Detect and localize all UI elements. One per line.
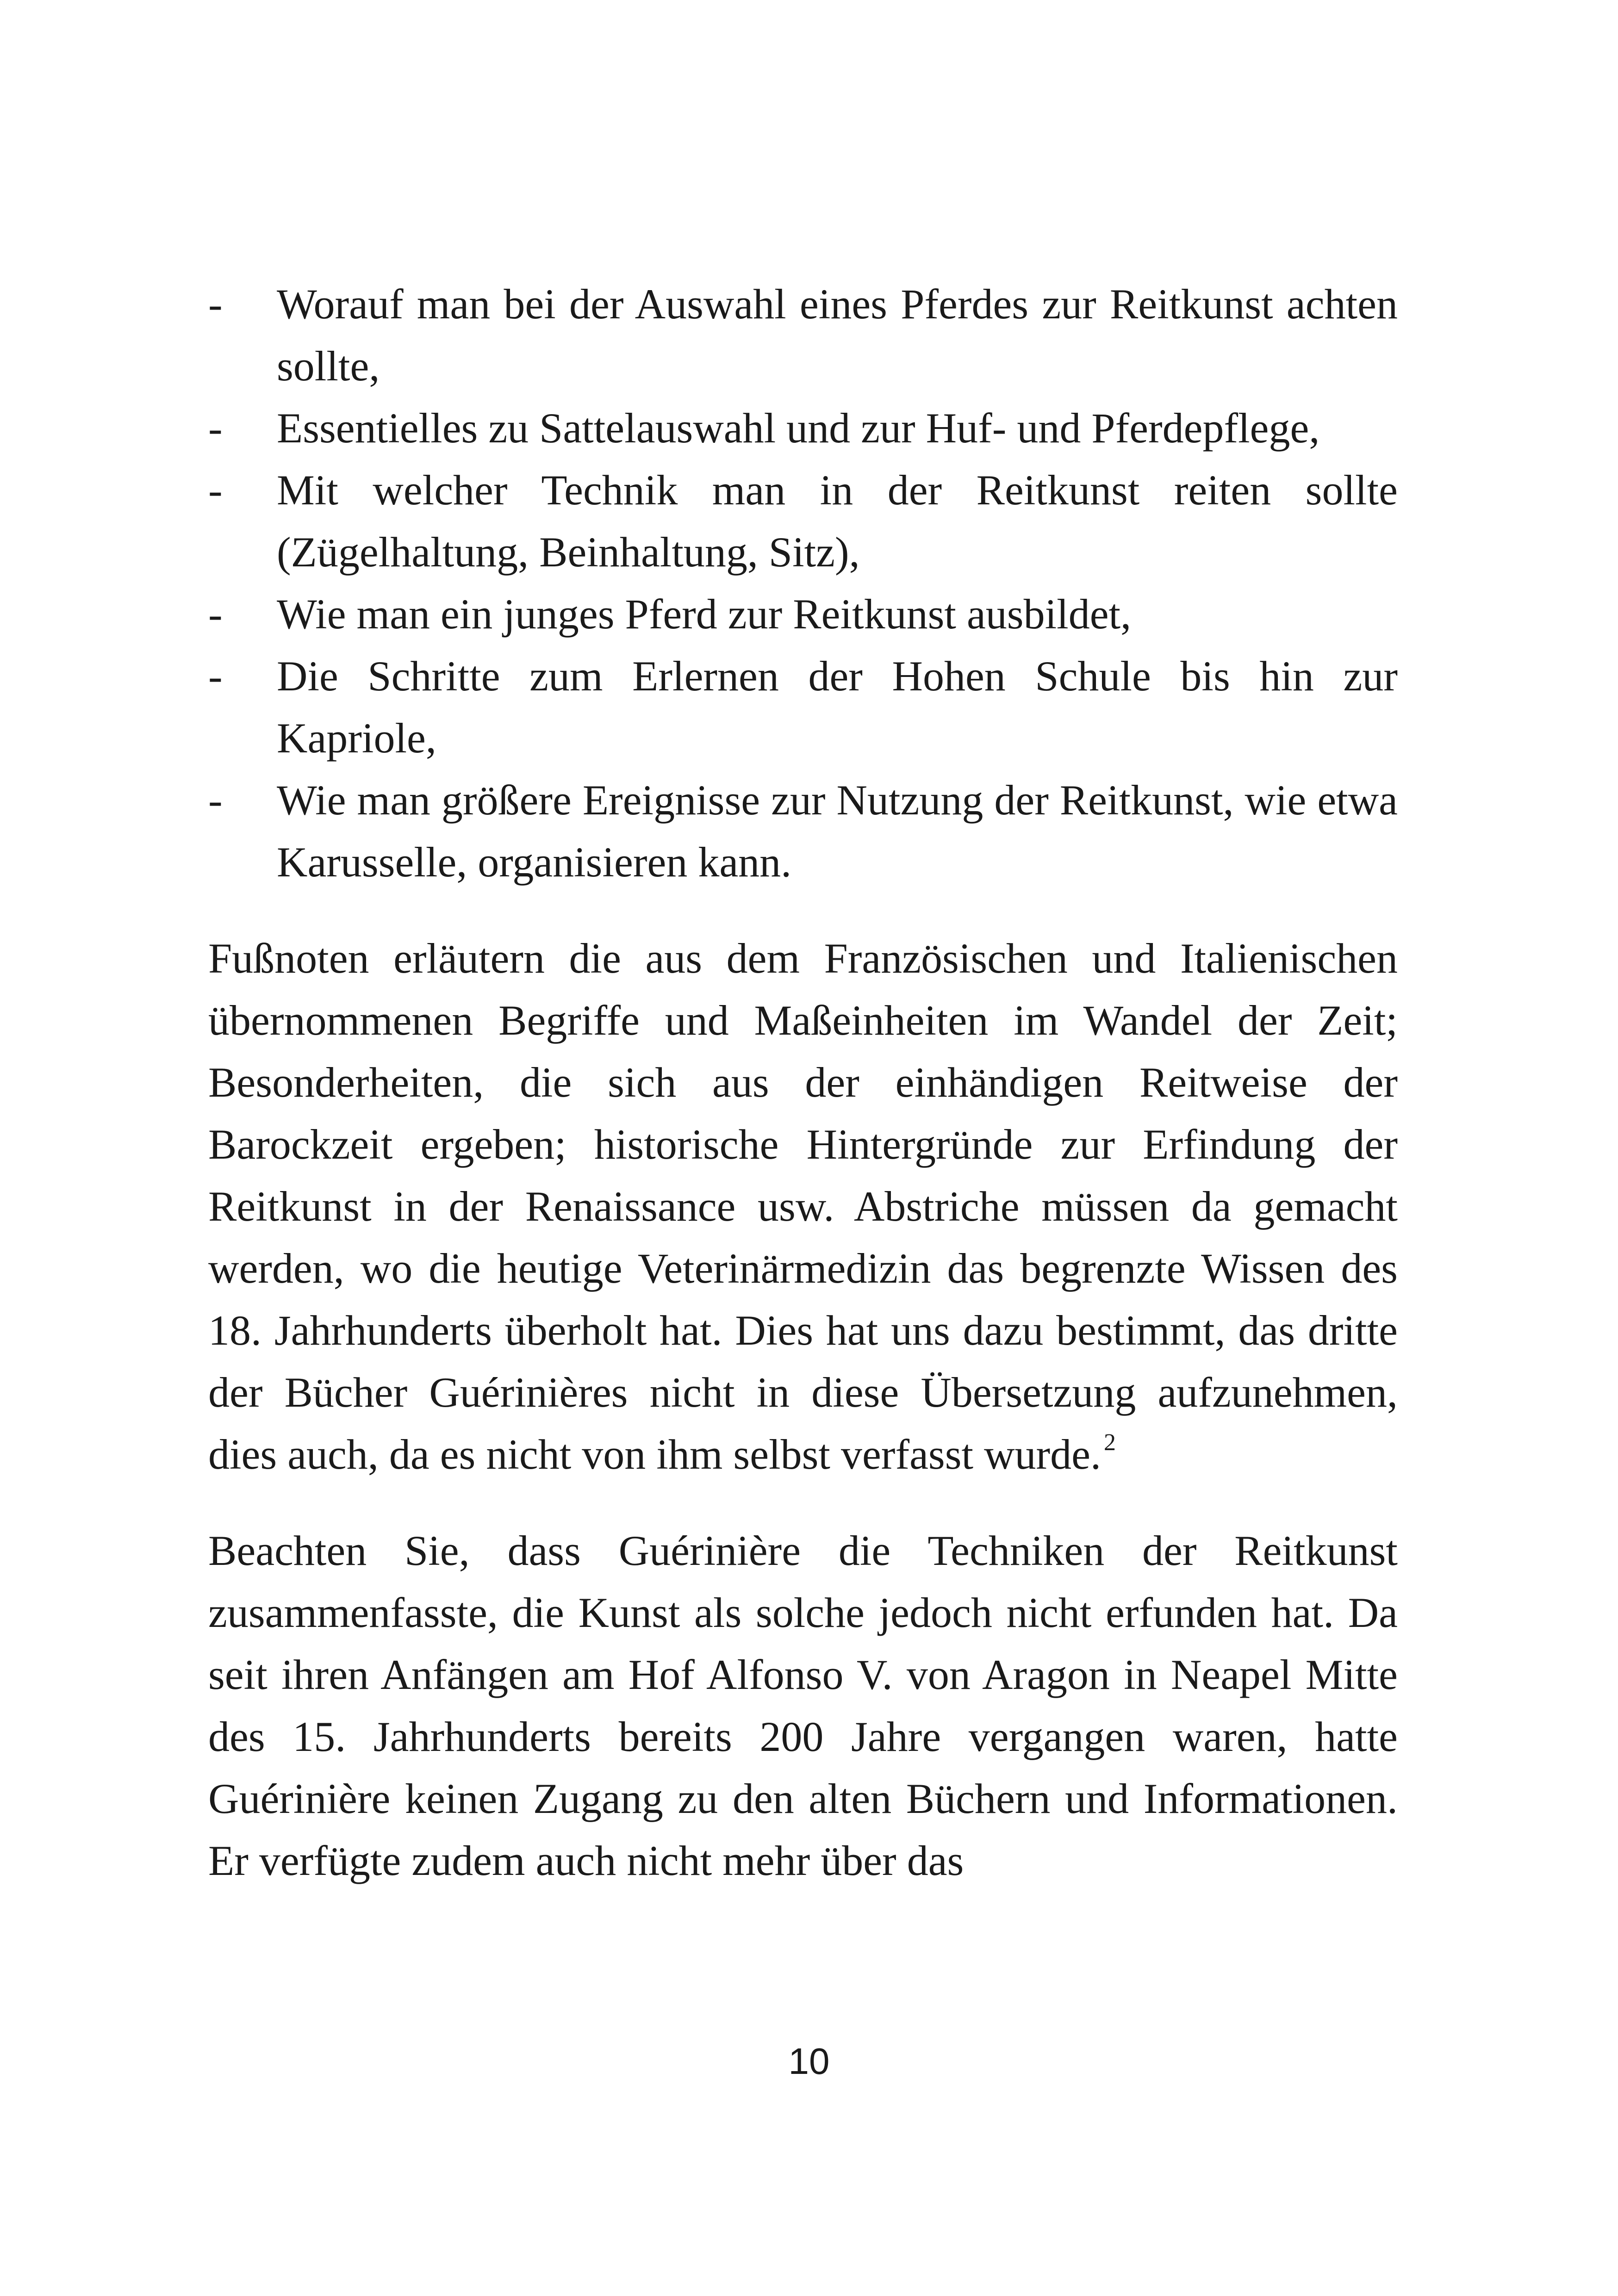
list-marker: - [208,404,223,452]
list-item [208,273,1398,397]
list-marker: - [208,652,223,700]
list-item-text: Wie man ein junges Pferd zur Reitkunst ausbildet, [277,590,1132,638]
page-number: 10 [788,2041,830,2082]
list-item [208,645,1398,769]
list-item-text: Die Schritte zum Erlernen der Hohen Schule bis hin zur Kapriole, [277,652,1398,762]
list-item-text: Wie man größere Ereignisse zur Nutzung der Reitkunst, wie etwa Karusselle, organisieren kann. [277,776,1398,886]
paragraph-text: Fußnoten erläutern die aus dem Französischen und Italienischen übernommenen Begriffe und Maßeinheiten im Wandel der Zeit; Besonderheiten, die sich aus der einhändigen Reitweise der Barockzeit ergeben; historische Hintergründe zur Erfindung der Reitkunst in der Renaissance usw. Abstriche müssen da gemacht werden, wo die heutige Veterinärmedizin das begrenzte Wissen des 18. Jahrhunderts überholt hat. Dies hat uns dazu bestimmt, das dritte der Bücher Guérinières nicht in diese Übersetzung aufzunehmen, dies auch, da es nicht von ihm selbst verfasst wurde. [208,935,1398,1478]
page-body [208,273,1398,1892]
list-item [208,769,1398,893]
list-marker: - [208,776,223,824]
list-item [208,459,1398,583]
bullet-list [208,273,1398,893]
list-item [208,397,1398,459]
list-marker: - [208,466,223,514]
paragraph-footnotes [208,927,1398,1485]
list-item [208,583,1398,645]
list-item-text: Mit welcher Technik man in der Reitkunst reiten sollte (Zügelhaltung, Beinhaltung, Sitz), [277,466,1398,576]
paragraph-text: Beachten Sie, dass Guérinière die Techniken der Reitkunst zusammenfasste, die Kunst als solche jedoch nicht erfunden hat. Da seit ihren Anfängen am Hof Alfonso V. von Aragon in Neapel Mitte des 15. Jahrhunderts bereits 200 Jahre vergangen waren, hatte Guérinière keinen Zugang zu den alten Büchern und Informationen. Er verfügte zudem auch nicht mehr über das [208,1527,1398,1884]
list-marker: - [208,590,223,638]
paragraph-gueriniere [208,1520,1398,1892]
list-item-text: Essentielles zu Sattelauswahl und zur Huf- und Pferdepflege, [277,404,1320,452]
footnote-reference[interactable]: 2 [1104,1429,1116,1456]
list-marker: - [208,280,223,328]
list-item-text: Worauf man bei der Auswahl eines Pferdes zur Reitkunst achten sollte, [277,280,1398,390]
